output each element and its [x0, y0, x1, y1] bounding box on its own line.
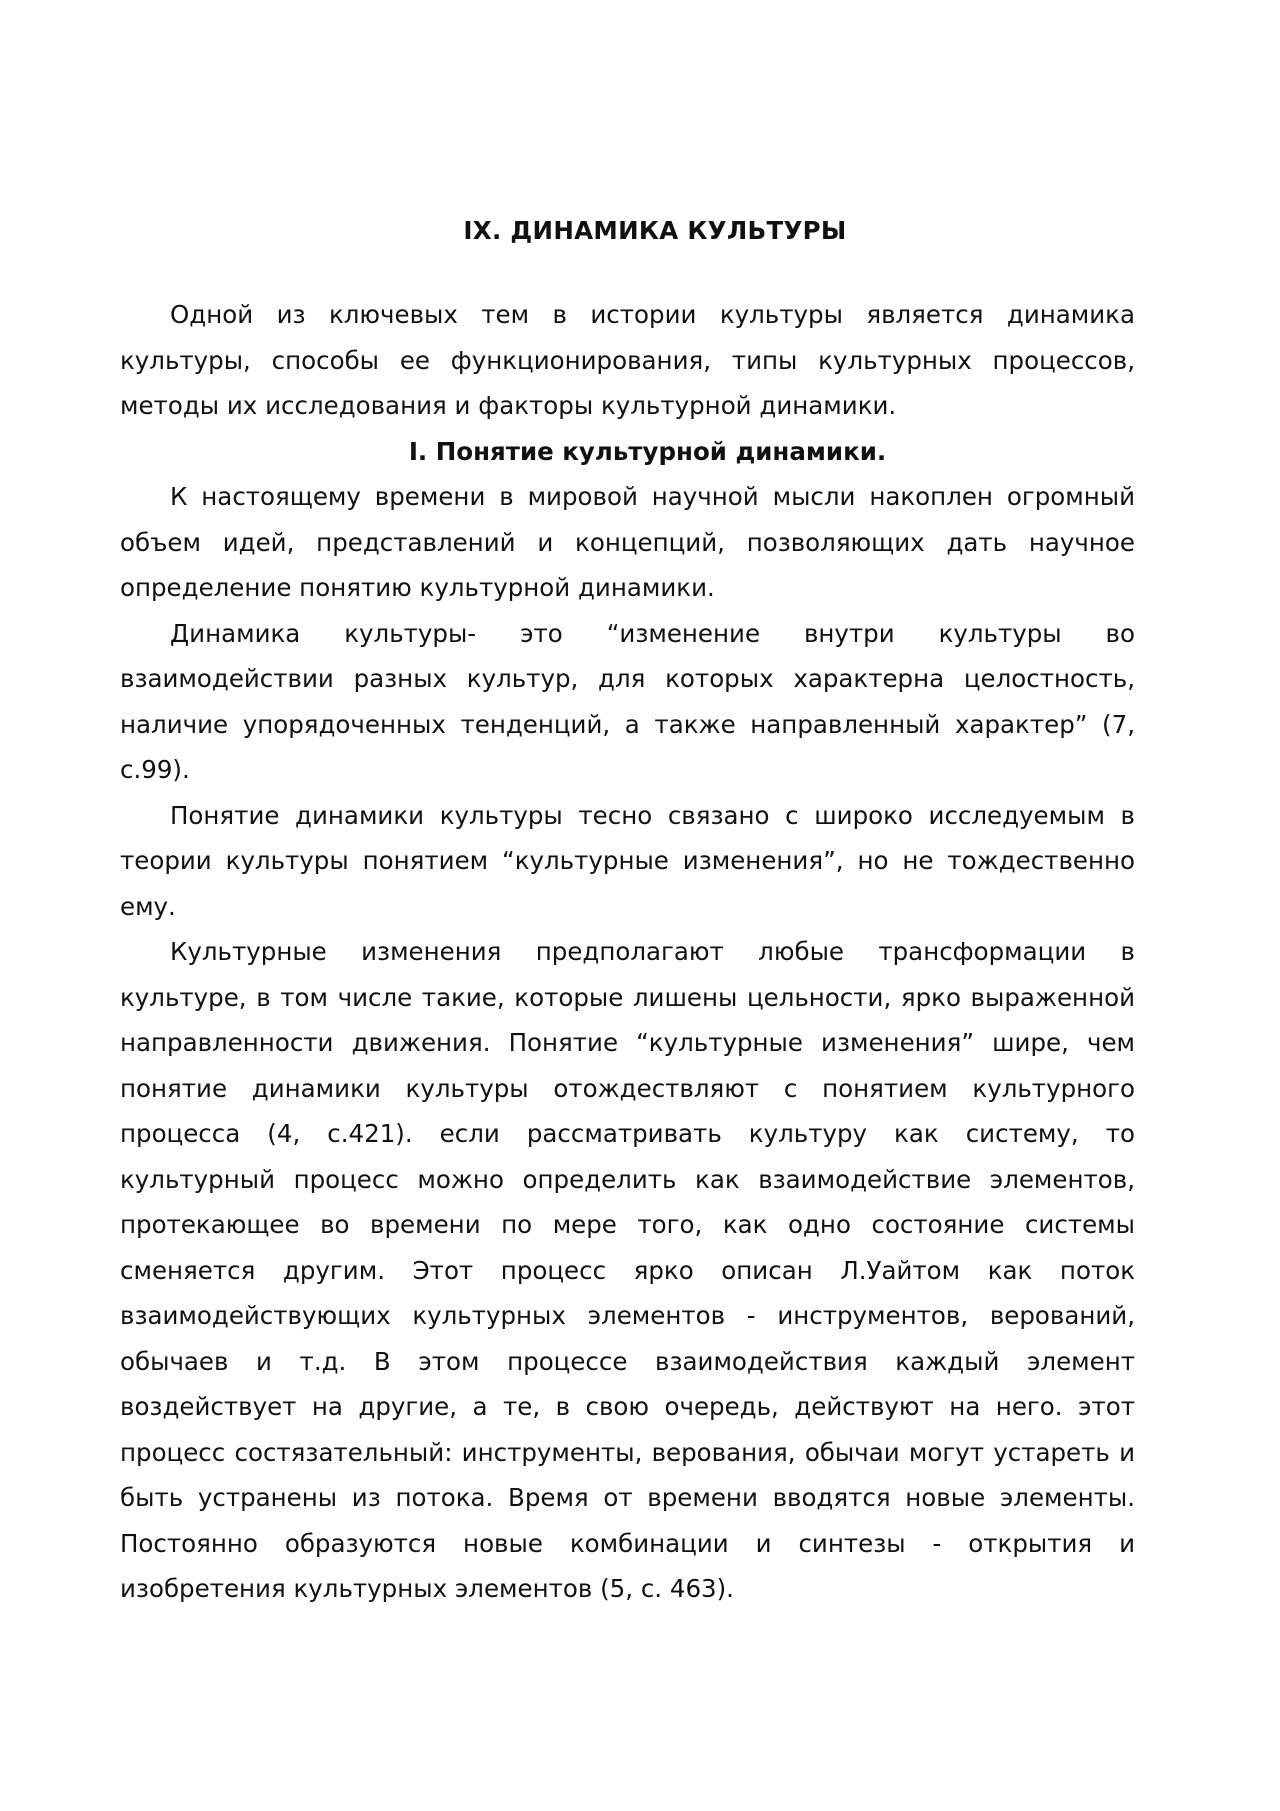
document-body	[120, 292, 1135, 1612]
section-title: I. Понятие культурной динамики.	[408, 436, 887, 466]
intro-paragraph: Одной из ключевых тем в истории культуры является динамика культуры, способы ее функционирования, типы культурных процессов, методы их исследования и факторы культурной динамики.	[120, 300, 1135, 420]
paragraph-1: К настоящему времени в мировой научной мысли накоплен огромный объем идей, представлений и концепций, позволяющих дать научное определение понятию культурной динамики.	[120, 482, 1135, 602]
chapter-title: IX. ДИНАМИКА КУЛЬТУРЫ	[463, 216, 847, 245]
paragraph-3: Понятие динамики культуры тесно связано с широко исследуемым в теории культуры понятием “культурные изменения”, но не тождественно ему.	[120, 800, 1135, 921]
paragraph-4: Культурные изменения предполагают любые трансформации в культуре, в том числе такие, которые лишены цельности, ярко выраженной направленности движения. Понятие “культурные изменения” шире, чем понятие динамики культуры отождествляют с понятием культурного процесса (4, с.421). если рассматривать культуру как систему, то культурный процесс можно определить как взаимодействие элементов, протекающее во времени по мере того, как одно состояние системы сменяется другим. Этот процесс ярко описан Л.Уайтом как поток взаимодействующих культурных элементов - инструментов, верований, обычаев и т.д. В этом процессе взаимодействия каждый элемент воздействует на другие, а те, в свою очередь, действуют на него. этот процесс состязательный: инструменты, верования, обычаи могут устареть и быть устранены из потока. Время от времени вводятся новые элементы. Постоянно образуются новые комбинации и синтезы - открытия и изобретения культурных элементов (5, с. 463).	[120, 937, 1135, 1603]
paragraph-2: Динамика культуры- это “изменение внутри культуры во взаимодействии разных культур, для которых характерна целостность, наличие упорядоченных тенденций, а также направленный характер” (7, с.99).	[120, 618, 1135, 784]
